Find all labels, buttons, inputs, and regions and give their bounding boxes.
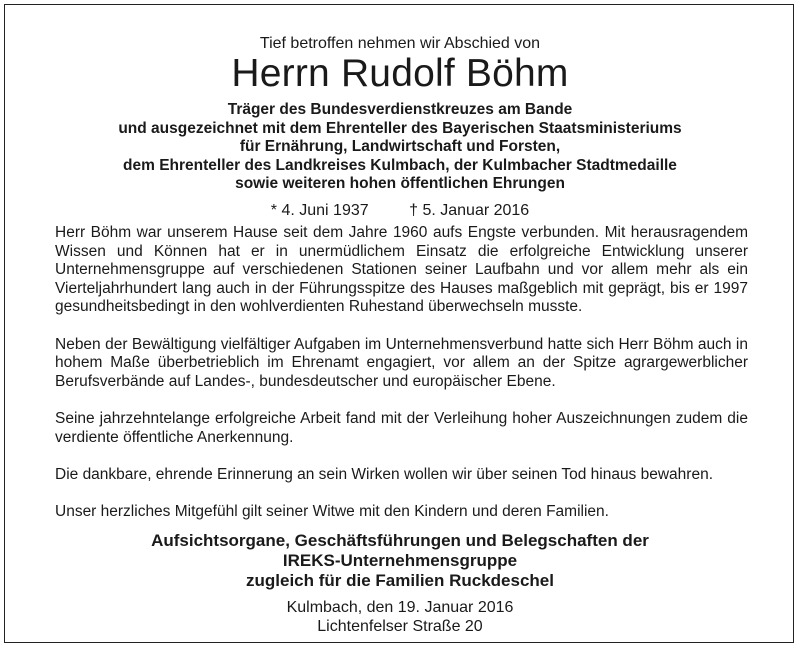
honor-line: und ausgezeichnet mit dem Ehrenteller des Bayerischen Staatsministeriums	[118, 119, 682, 137]
paragraph: Die dankbare, ehrende Erinnerung an sein Wirken wollen wir über seinen Tod hinaus bewahren.	[55, 465, 714, 483]
birth-date: * 4. Juni 1937	[270, 202, 369, 219]
honor-line: sowie weiteren hohen öffentlichen Ehrungen	[235, 175, 565, 192]
honors-block	[0, 101, 800, 194]
life-dates	[0, 202, 800, 220]
signatories-block	[0, 531, 800, 591]
intro-line: Tief betroffen nehmen wir Abschied von	[259, 35, 541, 52]
paragraph: Seine jahrzehntelange erfolgreiche Arbeit fand mit der Verleihung hoher Auszeichnungen zudem die verdiente öffentliche Anerkennung.	[55, 409, 748, 446]
signatory-line: IREKS-Unternehmensgruppe	[282, 551, 518, 570]
honor-line: Träger des Bundesverdienstkreuzes am Bande	[227, 101, 573, 118]
deceased-name: Herrn Rudolf Böhm	[231, 52, 569, 95]
death-date: † 5. Januar 2016	[409, 202, 530, 219]
place-date: Kulmbach, den 19. Januar 2016	[286, 599, 514, 616]
paragraph: Herr Böhm war unserem Hause seit dem Jahre 1960 aufs Engste verbunden. Mit herausragendem Wissen und Können hat er in unermüdlichem Einsatz die erfolgreiche Entwicklung unserer Unternehmensgruppe auf verschiedenen Stationen seiner Laufbahn und vor allem mehr als ein Vierteljahrhundert lang auch in der Führungsspitze des Hauses maßgeblich mit geprägt, bis er 1997 gesundheitsbedingt in den wohlverdienten Ruhestand überwechseln musste.	[55, 224, 748, 316]
address: Lichtenfelser Straße 20	[317, 618, 483, 635]
signatory-line: Aufsichtsorgane, Geschäftsführungen und Belegschaften der	[151, 531, 649, 550]
paragraph: Neben der Bewältigung vielfältiger Aufgaben im Unternehmensverbund hatte sich Herr Böhm auch in hohem Maße überbetrieblich im Ehrenamt engagiert, vor allem an der Spitze agrargewerblicher Berufsverbände auf Landes-, bundesdeutscher und europäischer Ebene.	[55, 335, 748, 390]
signatory-line: zugleich für die Familien Ruckdeschel	[246, 571, 554, 590]
honor-line: für Ernährung, Landwirtschaft und Forsten,	[239, 138, 561, 155]
honor-line: dem Ehrenteller des Landkreises Kulmbach, der Kulmbacher Stadtmedaille	[123, 156, 677, 174]
paragraph: Unser herzliches Mitgefühl gilt seiner Witwe mit den Kindern und deren Familien.	[55, 502, 609, 520]
obituary-text	[55, 224, 748, 540]
place-and-address	[0, 598, 800, 636]
